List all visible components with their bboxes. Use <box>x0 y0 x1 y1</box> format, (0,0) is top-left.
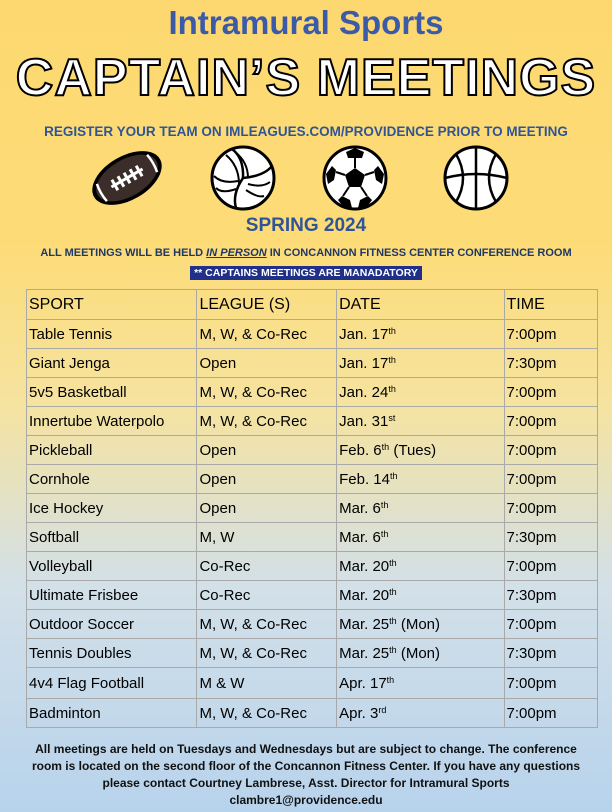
league-cell: M, W, & Co-Rec <box>197 639 337 668</box>
header-date: DATE <box>337 290 504 320</box>
date-text: Mar. 25 <box>339 644 390 662</box>
sport-cell: Giant Jenga <box>27 349 197 378</box>
date-suffix: th <box>388 325 396 336</box>
time-cell: 7:00pm <box>504 552 597 581</box>
sport-cell: 5v5 Basketball <box>27 378 197 407</box>
date-cell <box>337 668 504 699</box>
time-cell: 7:00pm <box>504 436 597 465</box>
date-cell <box>337 349 504 378</box>
date-text: Mar. 20 <box>339 557 390 575</box>
date-suffix: th <box>390 470 398 481</box>
date-note: (Mon) <box>396 615 441 633</box>
date-suffix: st <box>388 412 396 423</box>
table-row <box>27 699 598 728</box>
date-cell <box>337 552 504 581</box>
table-row <box>27 523 598 552</box>
league-cell: M, W, & Co-Rec <box>197 378 337 407</box>
footer-line: please contact Courtney Lambrese, Asst. Director for Intramural Sports <box>102 776 510 790</box>
date-suffix: th <box>380 499 389 510</box>
header-time: TIME <box>504 290 597 320</box>
league-cell: Open <box>197 494 337 523</box>
table-row <box>27 349 598 378</box>
sport-cell: Volleyball <box>27 552 197 581</box>
date-cell <box>337 494 504 523</box>
mandatory-notice: ** CAPTAINS MEETINGS ARE MANADATORY <box>190 266 422 280</box>
soccer-ball-icon <box>320 144 390 212</box>
basketball-icon <box>440 144 512 212</box>
table-row <box>27 320 598 349</box>
sport-cell: Tennis Doubles <box>27 639 197 668</box>
location-notice: ALL MEETINGS WILL BE HELD IN PERSON IN CONCANNON FITNESS CENTER CONFERENCE ROOM <box>40 247 572 259</box>
date-cell <box>337 699 504 728</box>
sport-cell: Table Tennis <box>27 320 197 349</box>
header-league: LEAGUE (S) <box>197 290 337 320</box>
date-suffix: th <box>381 441 390 452</box>
sports-balls-row <box>0 144 612 212</box>
season-heading: SPRING 2024 <box>245 215 367 236</box>
date-text: Mar. 6 <box>339 499 381 517</box>
footer-line: All meetings are held on Tuesdays and Wednesdays but are subject to change. The conference <box>35 742 577 756</box>
league-cell: M & W <box>197 668 337 699</box>
table-row <box>27 639 598 668</box>
date-suffix: th <box>380 528 389 539</box>
date-suffix: th <box>388 354 396 365</box>
sport-cell: Ice Hockey <box>27 494 197 523</box>
footer-info <box>6 741 606 809</box>
date-text: Feb. 6 <box>339 441 382 459</box>
date-suffix: th <box>386 674 395 685</box>
title-captains-meetings: CAPTAIN’S MEETINGS <box>15 49 597 107</box>
time-cell: 7:30pm <box>504 581 597 610</box>
sport-cell: Pickleball <box>27 436 197 465</box>
date-text: Jan. 24 <box>339 383 389 401</box>
date-text: Mar. 25 <box>339 615 390 633</box>
time-cell: 7:00pm <box>504 494 597 523</box>
table-row <box>27 436 598 465</box>
date-suffix: th <box>389 557 397 568</box>
league-cell: M, W, & Co-Rec <box>197 407 337 436</box>
sport-cell: Outdoor Soccer <box>27 610 197 639</box>
time-cell: 7:00pm <box>504 378 597 407</box>
date-text: Mar. 20 <box>339 586 390 604</box>
time-cell: 7:30pm <box>504 639 597 668</box>
football-icon <box>86 144 168 212</box>
date-cell <box>337 523 504 552</box>
date-note: (Mon) <box>396 644 441 662</box>
date-suffix: th <box>389 644 397 655</box>
header-sport: SPORT <box>27 290 197 320</box>
sport-cell: Softball <box>27 523 197 552</box>
table-row <box>27 407 598 436</box>
date-cell <box>337 407 504 436</box>
table-row <box>27 378 598 407</box>
register-notice: REGISTER YOUR TEAM ON IMLEAGUES.COM/PROVIDENCE PRIOR TO MEETING <box>44 124 568 139</box>
schedule-table <box>26 289 598 728</box>
table-row <box>27 552 598 581</box>
date-text: Jan. 31 <box>339 412 389 430</box>
date-text: Feb. 14 <box>339 470 390 488</box>
sport-cell: Innertube Waterpolo <box>27 407 197 436</box>
time-cell: 7:00pm <box>504 610 597 639</box>
table-row <box>27 610 598 639</box>
date-cell <box>337 610 504 639</box>
date-cell <box>337 436 504 465</box>
date-cell <box>337 378 504 407</box>
sport-cell: Cornhole <box>27 465 197 494</box>
time-cell: 7:30pm <box>504 523 597 552</box>
volleyball-icon <box>208 144 278 212</box>
league-cell: M, W <box>197 523 337 552</box>
sport-cell: Ultimate Frisbee <box>27 581 197 610</box>
league-cell: Open <box>197 465 337 494</box>
league-cell: Open <box>197 349 337 378</box>
date-cell <box>337 639 504 668</box>
footer-line: room is located on the second floor of the Concannon Fitness Center. If you have any questions <box>31 759 581 773</box>
league-cell: M, W, & Co-Rec <box>197 610 337 639</box>
title-intramural-sports: Intramural Sports <box>168 4 444 41</box>
date-note: (Tues) <box>389 441 437 459</box>
league-cell: Co-Rec <box>197 581 337 610</box>
table-row <box>27 668 598 699</box>
date-text: Apr. 3 <box>339 704 379 722</box>
sport-cell: Badminton <box>27 699 197 728</box>
date-text: Apr. 17 <box>339 674 387 692</box>
sport-cell: 4v4 Flag Football <box>27 668 197 699</box>
league-cell: Co-Rec <box>197 552 337 581</box>
league-cell: M, W, & Co-Rec <box>197 699 337 728</box>
time-cell: 7:30pm <box>504 349 597 378</box>
table-row <box>27 465 598 494</box>
time-cell: 7:00pm <box>504 668 597 699</box>
time-cell: 7:00pm <box>504 407 597 436</box>
date-text: Mar. 6 <box>339 528 381 546</box>
table-row <box>27 581 598 610</box>
time-cell: 7:00pm <box>504 699 597 728</box>
table-row <box>27 494 598 523</box>
table-header-row <box>27 290 598 320</box>
time-cell: 7:00pm <box>504 465 597 494</box>
date-text: Jan. 17 <box>339 354 389 372</box>
league-cell: M, W, & Co-Rec <box>197 320 337 349</box>
league-cell: Open <box>197 436 337 465</box>
date-cell <box>337 581 504 610</box>
contact-email: clambre1@providence.edu <box>229 793 383 807</box>
date-text: Jan. 17 <box>339 325 389 343</box>
date-suffix: rd <box>378 704 387 715</box>
time-cell: 7:00pm <box>504 320 597 349</box>
date-cell <box>337 320 504 349</box>
date-suffix: th <box>389 586 397 597</box>
date-suffix: th <box>388 383 396 394</box>
in-person-emphasis: IN PERSON <box>206 247 267 259</box>
date-cell <box>337 465 504 494</box>
date-suffix: th <box>389 615 397 626</box>
